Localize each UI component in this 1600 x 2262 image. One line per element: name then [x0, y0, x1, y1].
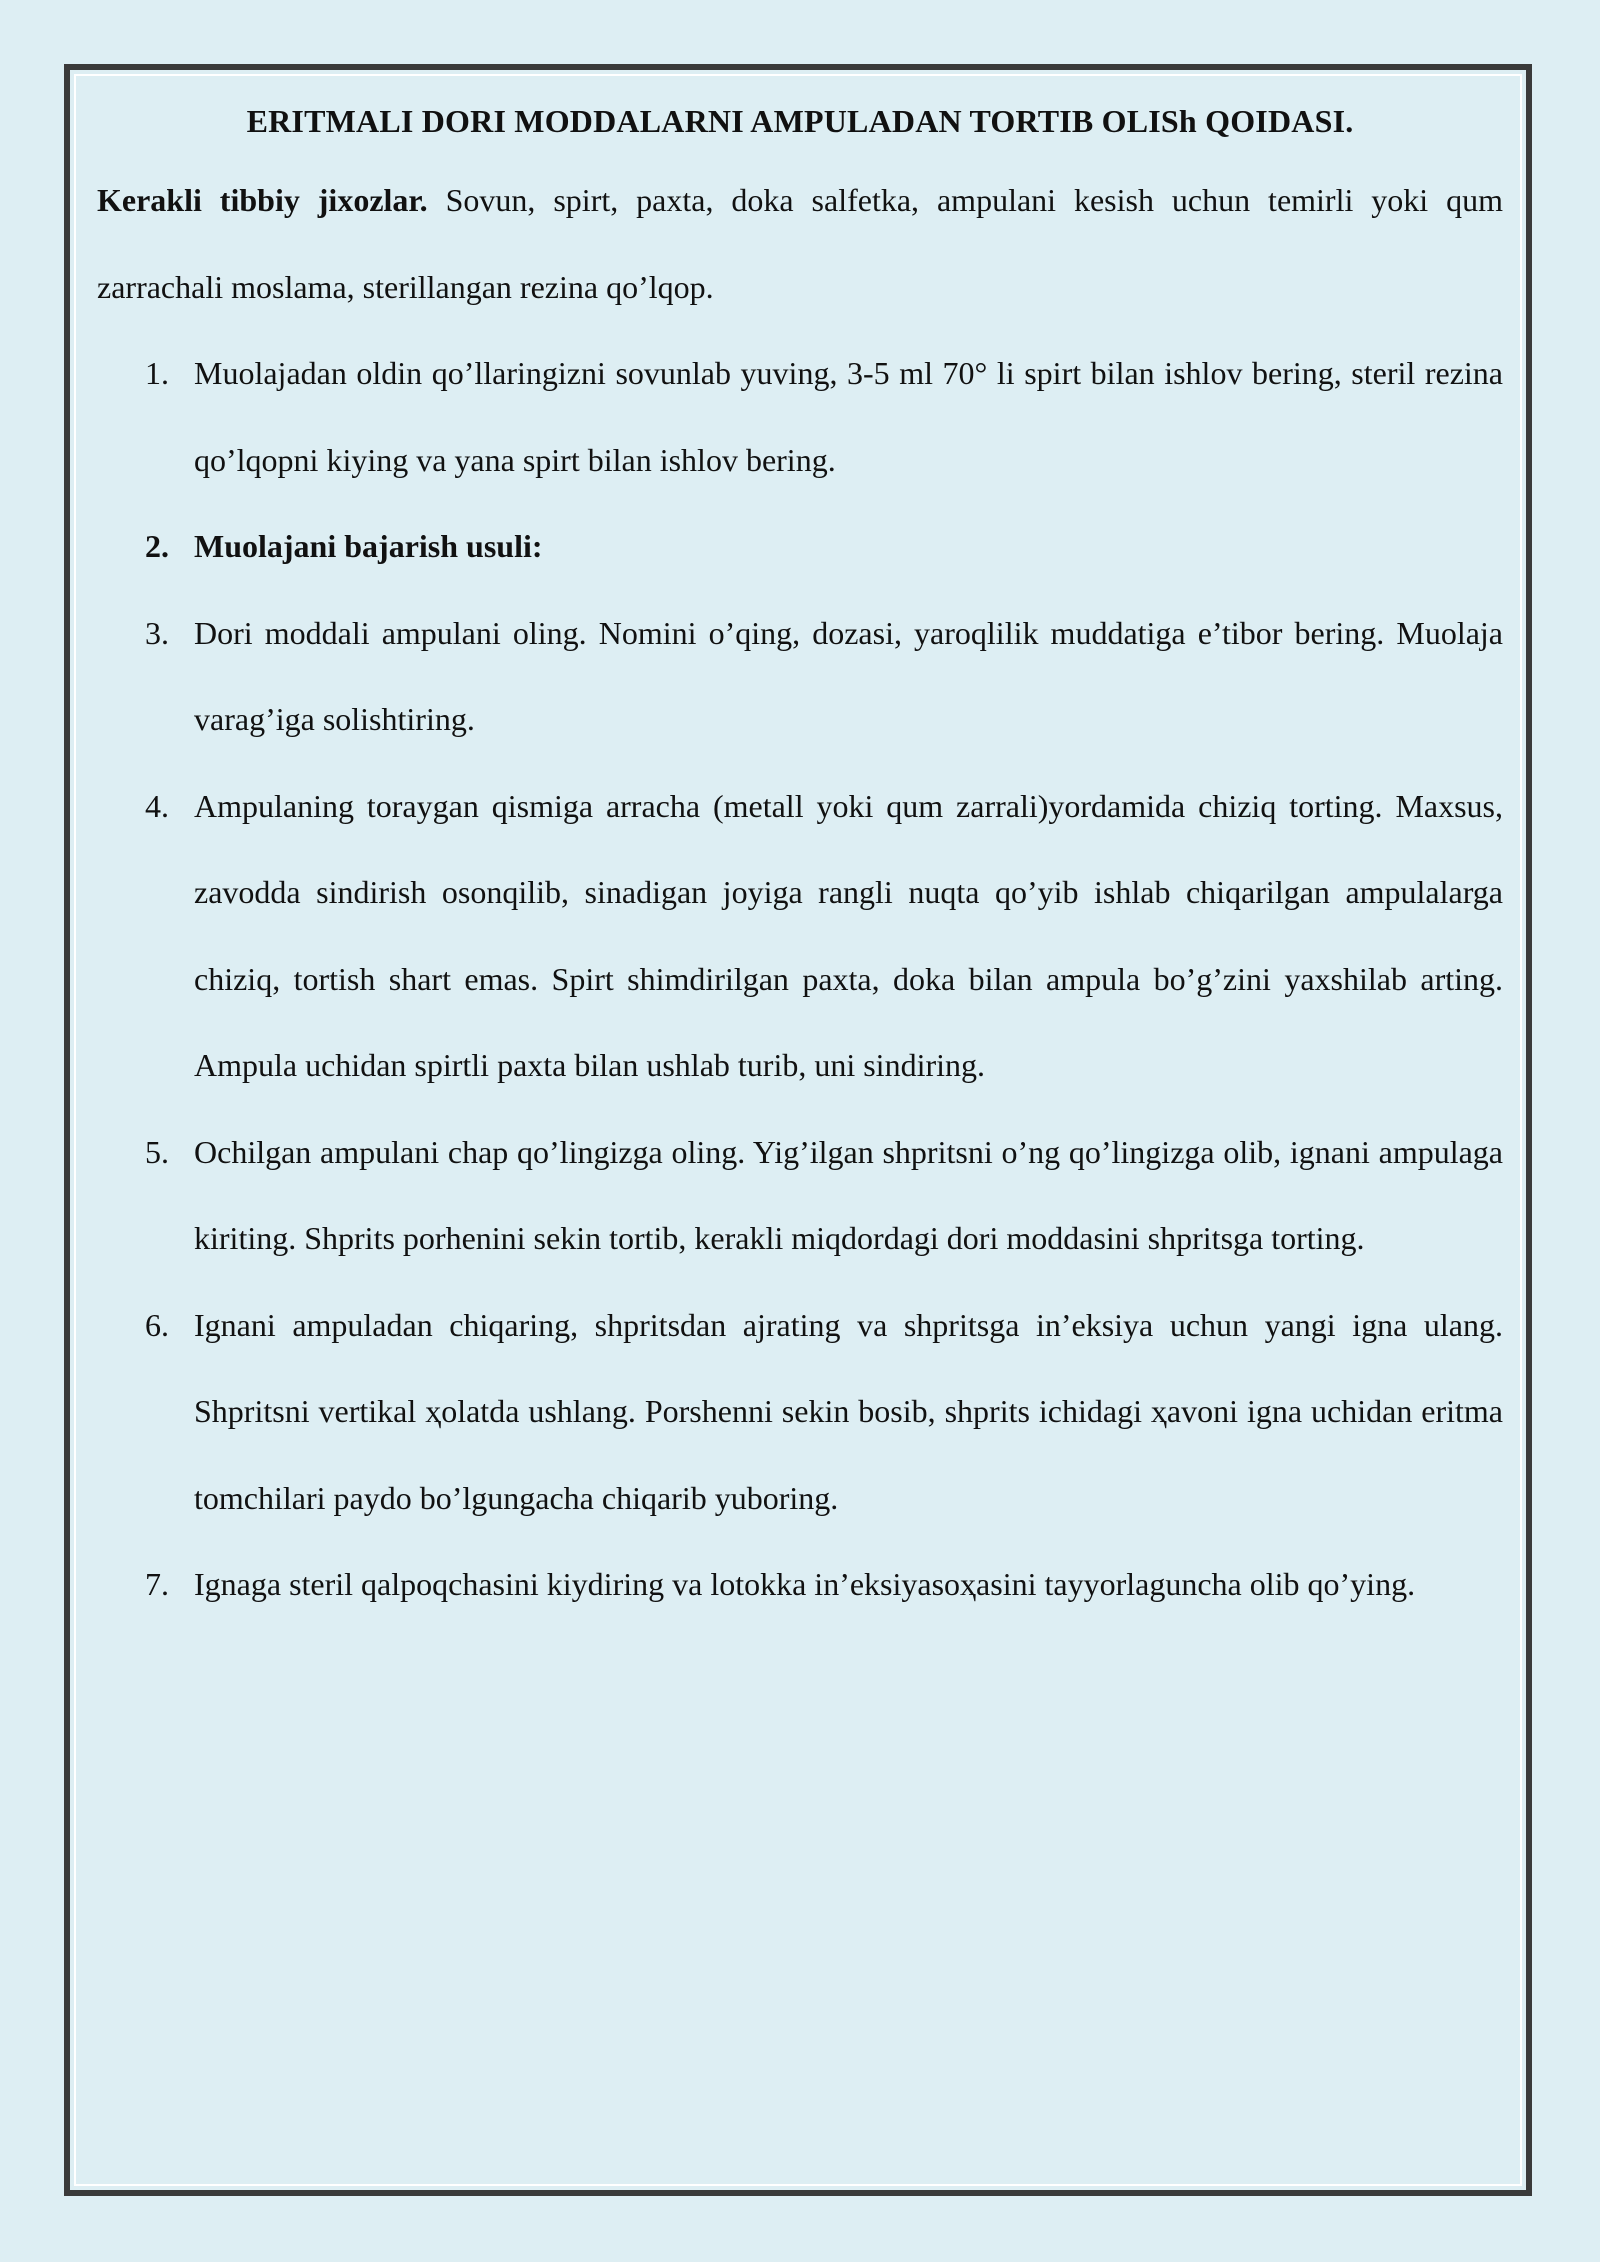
step-text: Muolajadan oldin qo’llaringizni sovunlab yuving, 3-5 ml 70° li spirt bilan ishlov bering, steril rezina qo’lqopni kiying va yana spirt bilan ishlov bering.	[194, 355, 1503, 478]
equipment-label: Kerakli tibbiy jixozlar.	[97, 182, 428, 218]
step-number: 4.	[145, 787, 169, 824]
step-text: Ignani ampuladan chiqaring, shpritsdan ajrating va shpritsga in’eksiya uchun yangi igna ulang. Shpritsni vertikal ҳolatda ushlang. Porshenni sekin bosib, shprits ichidagi ҳavoni igna uchidan eritma tomchilari paydo bo’lgungacha chiqarib yuboring.	[194, 1306, 1503, 1516]
step-number: 3.	[145, 614, 169, 651]
step-text: Ochilgan ampulani chap qo’lingizga oling. Yig’ilgan shpritsni o’ng qo’lingizga olib, ignani ampulaga kiriting. Shprits porhenini sekin tortib, kerakli miqdordagi dori moddasini shpritsga torting.	[194, 1133, 1503, 1256]
step-text: Ignaga steril qalpoqchasini kiydiring va lotokka in’eksiyasoҳasini tayyorlaguncha olib qo’ying.	[194, 1566, 1416, 1602]
document-body	[97, 95, 1503, 1628]
step-item	[97, 1109, 1503, 1282]
step-item	[97, 763, 1503, 1109]
step-number: 5.	[145, 1133, 169, 1170]
equipment-text: Sovun, spirt, paxta, doka salfetka, ampulani kesish uchun temirli yoki qum zarrachali moslama, sterillangan rezina qo’lqop.	[97, 182, 1504, 305]
document-title: ERITMALI DORI MODDALARNI AMPULADAN TORTIB OLISh QOIDASI.	[246, 103, 1354, 139]
step-number: 6.	[145, 1306, 169, 1343]
step-text: Ampulaning toraygan qismiga arracha (metall yoki qum zarrali)yordamida chiziq torting. Maxsus, zavodda sindirish osonqilib, sinadigan joyiga rangli nuqta qo’yib ishlab chiqarilgan ampulalarga chiziq, tortish shart emas. Spirt shimdirilgan paxta, doka bilan ampula bo’g’zini yaxshilab arting. Ampula uchidan spirtli paxta bilan ushlab turib, uni sindiring.	[194, 787, 1503, 1083]
step-number: 2.	[145, 528, 169, 564]
step-text: Dori moddali ampulani oling. Nomini o’qing, dozasi, yaroqlilik muddatiga e’tibor bering. Muolaja varag’iga solishtiring.	[194, 614, 1503, 737]
step-item	[97, 503, 1503, 590]
step-heading: Muolajani bajarish usuli:	[194, 528, 543, 564]
step-item	[97, 1282, 1503, 1542]
equipment-paragraph	[97, 157, 1503, 330]
procedure-steps	[97, 330, 1503, 1628]
step-item	[97, 590, 1503, 763]
step-item	[97, 1541, 1503, 1628]
step-number: 7.	[145, 1566, 169, 1602]
step-number: 1.	[145, 355, 169, 391]
step-item	[97, 330, 1503, 503]
